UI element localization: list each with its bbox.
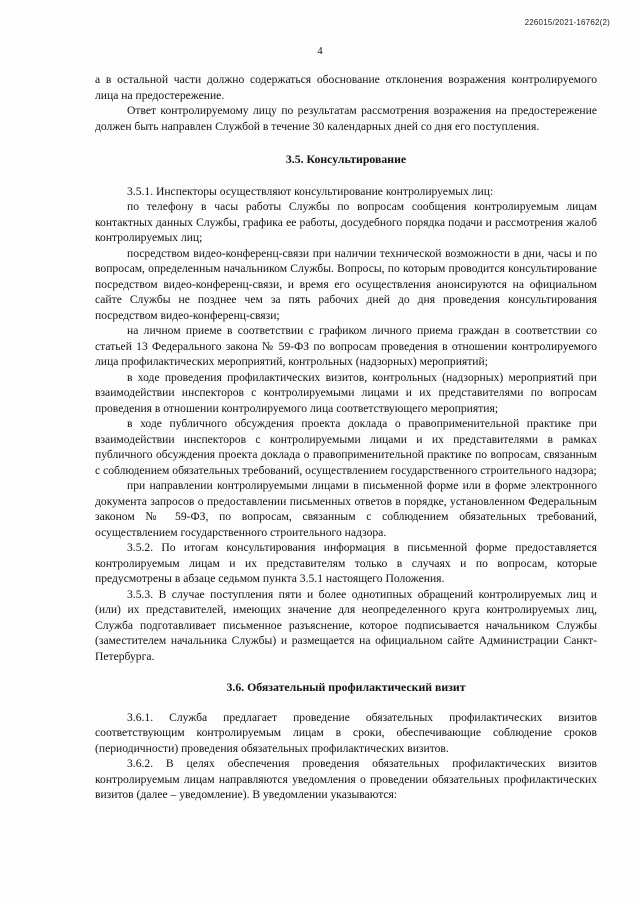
paragraph: а в остальной части должно содержаться обоснование отклонения возражения контролируемого лица на предостережение. — [95, 73, 597, 102]
page-number: 4 — [317, 46, 323, 57]
paragraph: 3.6.2. В целях обеспечения проведения обязательных профилактических визитов контролируемым лицам направляются уведомления о проведении обязательных профилактических визитов (далее – уведомление). В уведомлении указываются: — [95, 757, 597, 801]
document-body — [95, 72, 597, 803]
paragraph: в ходе проведения профилактических визитов, контрольных (надзорных) мероприятий при взаимодействии инспекторов с контролируемыми лицами и их представителями по вопросам проведения в отношении контролируемого лица соответствующего мероприятия; — [95, 370, 597, 415]
document-number: 226015/2021-16762(2) — [524, 18, 610, 27]
paragraph: 3.6.1. Служба предлагает проведение обязательных профилактических визитов соответствующим контролируемым лицам в сроки, обеспечивающие соблюдение сроков (периодичности) проведения обязательных профилактических визитов. — [95, 710, 597, 755]
paragraph: на личном приеме в соответствии с графиком личного приема граждан в соответствии со статьей 13 Федерального закона № 59-ФЗ по вопросам проведения в отношении контролируемого лица профилактических мероприятий, контрольных (надзорных) мероприятий; — [95, 324, 597, 368]
paragraph: Ответ контролируемому лицу по результатам рассмотрения возражения на предостережение должен быть направлен Службой в течение 30 календарных дней со дня его поступления. — [95, 104, 597, 133]
paragraph: 3.5.1. Инспекторы осуществляют консультирование контролируемых лиц: — [127, 184, 494, 198]
paragraph: 3.5.3. В случае поступления пяти и более однотипных обращений контролируемых лиц и (или) их представителей, имеющих значение для неопределенного круга контролируемых лиц, Служба подготавливает письменное разъяснение, которое подписывается начальником Службы (заместителем начальника Службы) и размещается на официальном сайте Администрации Санкт-Петербурга. — [95, 587, 597, 663]
paragraph: по телефону в часы работы Службы по вопросам сообщения контролируемым лицам контактных данных Службы, графика ее работы, досудебного порядка подачи и рассмотрения жалоб контролируемых лиц; — [95, 200, 597, 244]
paragraph: в ходе публичного обсуждения проекта доклада о правоприменительной практике при взаимодействии инспекторов с контролируемыми лицами и их представителями в рамках публичного обсуждения проекта доклада о правоприменительной практике по вопросам, связанным с соблюдением обязательных требований, осуществлением государственного строительного надзора; — [95, 417, 597, 477]
section-heading-3-5: 3.5. Консультирование — [285, 152, 407, 166]
section-heading-3-6: 3.6. Обязательный профилактический визит — [226, 680, 466, 694]
paragraph: при направлении контролируемыми лицами в письменной форме или в форме электронного документа запросов о предоставлении письменных ответов в порядке, установленном Федеральным законом № 59-ФЗ, по вопросам, связанным с соблюдением обязательных требований, осуществлением государственного строительного надзора. — [95, 479, 597, 539]
paragraph: 3.5.2. По итогам консультирования информация в письменной форме предоставляется контролируемым лицам и их представителям только в случаях и по вопросам, которые предусмотрены в абзаце седьмом пункта 3.5.1 настоящего Положения. — [95, 541, 597, 585]
paragraph: посредством видео-конференц-связи при наличии технической возможности в дни, часы и по вопросам, определенным начальником Службы. Вопросы, по которым проводится консультирование посредством видео-конференц-связи, и время его осуществления анонсируются на официальном сайте Службы не позднее чем за пять рабочих дней до дня проведения консультирования посредством видео-конференц-связи; — [95, 246, 597, 322]
